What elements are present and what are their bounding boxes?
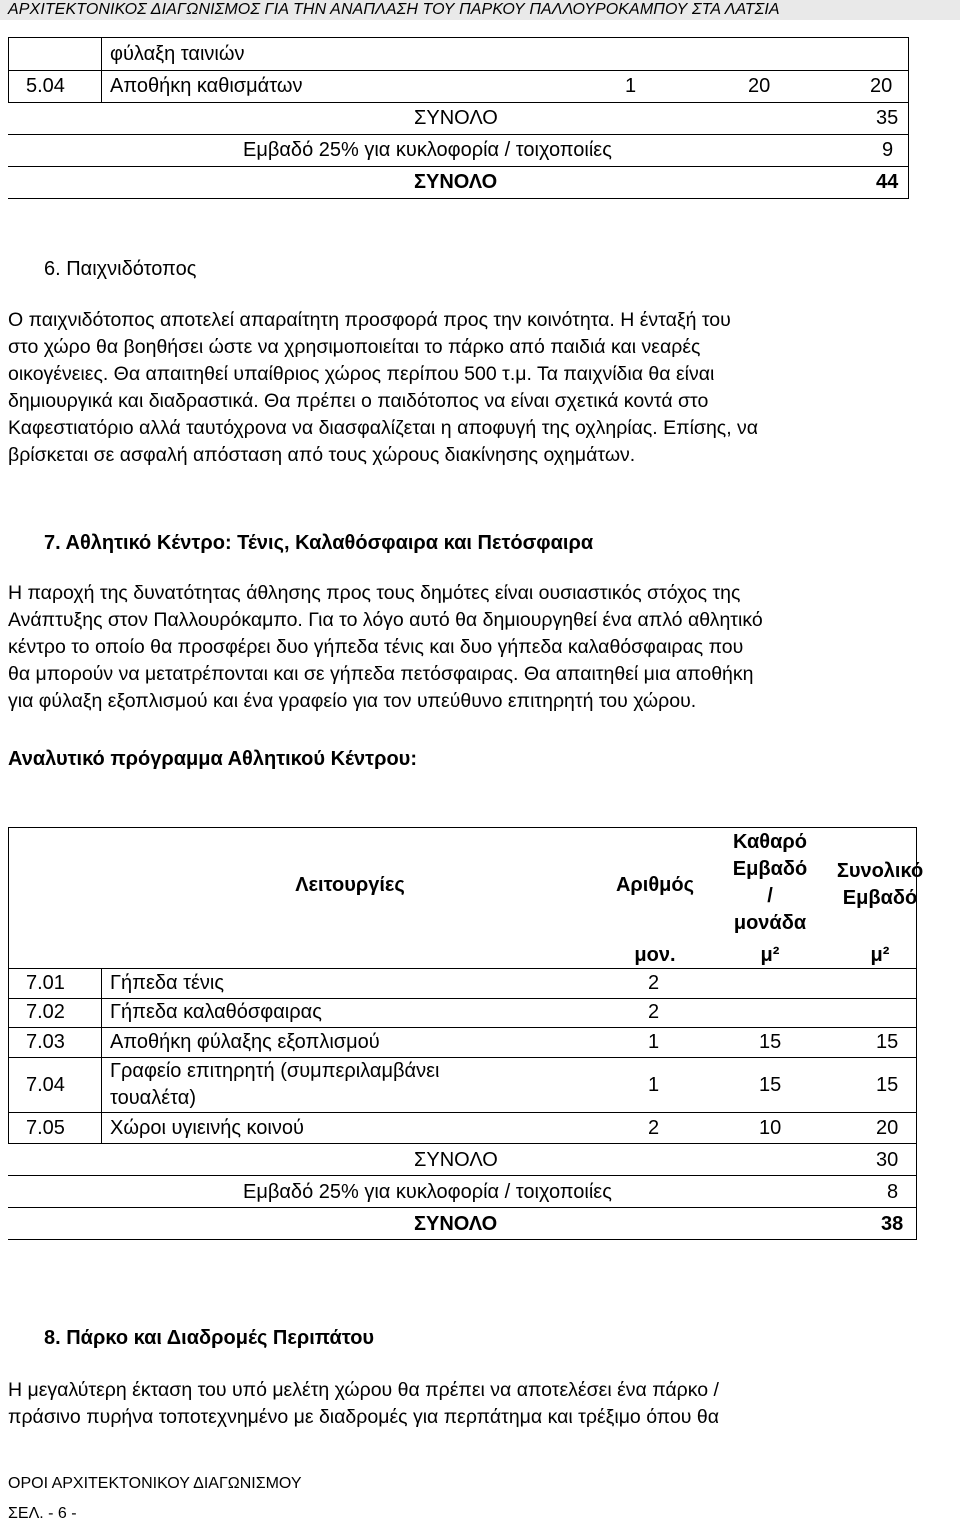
table2-bottom-border xyxy=(8,1239,916,1240)
table1-total-label: ΣΥΝΟΛΟ xyxy=(414,171,498,193)
table2-total-label: ΣΥΝΟΛΟ xyxy=(414,1213,498,1235)
table2-circ-value: 8 xyxy=(887,1181,899,1203)
unit-total: μ² xyxy=(870,944,890,966)
table2-row-divider xyxy=(8,1143,916,1144)
table1-circ-value: 9 xyxy=(882,139,894,161)
table-row-name-line: Γραφείο επιτηρητή (συμπεριλαμβάνει xyxy=(110,1060,440,1082)
table1-col-divider xyxy=(101,37,102,103)
table1-right-border xyxy=(908,37,909,199)
table1-cell-name: Αποθήκη καθισμάτων xyxy=(110,75,303,97)
table-row-count: 2 xyxy=(648,1001,660,1023)
table-row-unit: 15 xyxy=(759,1074,782,1096)
table2-row-divider xyxy=(8,1175,916,1176)
table1-total-value: 44 xyxy=(876,171,899,193)
table1-cell-unit: 20 xyxy=(748,75,771,97)
table-row-unit: 15 xyxy=(759,1031,782,1053)
section7-heading: 7. Αθλητικό Κέντρο: Τένις, Καλαθόσφαιρα και Πετόσφαιρα xyxy=(44,532,594,554)
table2-row-divider xyxy=(8,1207,916,1208)
paragraph-line: κέντρο το οποίο θα προσφέρει δυο γήπεδα τένις και δυο γήπεδα καλαθόσφαιρας που xyxy=(8,636,744,658)
table2-row-divider xyxy=(8,998,916,999)
table1-cell-count: 1 xyxy=(625,75,637,97)
table1-sum-value: 35 xyxy=(876,107,899,129)
table-row-count: 2 xyxy=(648,972,660,994)
table-row-count: 2 xyxy=(648,1117,660,1139)
header-net-area-line: / xyxy=(767,885,773,907)
table-row-name: Αποθήκη φύλαξης εξοπλισμού xyxy=(110,1031,380,1053)
paragraph-line: δημιουργικά και διαδραστικά. Θα πρέπει ο παιδότοπος να είναι σχετικά κοντά στο xyxy=(8,390,709,412)
table-row-name-line: τουαλέτα) xyxy=(110,1087,196,1109)
table2-circ-label: Εμβαδό 25% για κυκλοφορία / τοιχοποιίες xyxy=(243,1181,612,1203)
paragraph-line: Η παροχή της δυνατότητας άθλησης προς τους δημότες είναι ουσιαστικός στόχος της xyxy=(8,582,741,604)
unit-number: μον. xyxy=(634,944,676,966)
table2-row-divider xyxy=(8,1112,916,1113)
program-title: Αναλυτικό πρόγραμμα Αθλητικού Κέντρου: xyxy=(8,748,417,770)
table1-row-divider xyxy=(8,70,908,71)
table1-row-divider xyxy=(8,102,908,103)
table-row-code: 7.04 xyxy=(26,1074,65,1096)
paragraph-line: στο χώρο θα βοηθήσει ώστε να χρησιμοποιείται το πάρκο από παιδιά και νεαρές xyxy=(8,336,701,358)
table2-row-divider xyxy=(8,1027,916,1028)
table2-total-value: 38 xyxy=(881,1213,904,1235)
section6-heading: 6. Παιχνιδότοπος xyxy=(44,258,197,280)
table-row-name: Γήπεδα τένις xyxy=(110,972,225,994)
table-row-code: 7.05 xyxy=(26,1117,65,1139)
table-row-count: 1 xyxy=(648,1031,660,1053)
paragraph-line: Καφεστιατόριο αλλά ταυτόχρονα να διασφαλίζεται η αποφυγή της οχληρίας. Επίσης, να xyxy=(8,417,759,439)
table-row-name: Γήπεδα καλαθόσφαιρας xyxy=(110,1001,322,1023)
paragraph-line: πράσινο πυρήνα τοποτεχνημένο με διαδρομές για περπάτημα και τρέξιμο όπου θα xyxy=(8,1406,719,1428)
header-net-area-line: Εμβαδό xyxy=(732,858,808,880)
table-row-name: Χώροι υγιεινής κοινού xyxy=(110,1117,304,1139)
table1-circ-label: Εμβαδό 25% για κυκλοφορία / τοιχοποιίες xyxy=(243,139,612,161)
table1-top-border xyxy=(8,37,908,38)
section8-heading: 8. Πάρκο και Διαδρομές Περιπάτου xyxy=(44,1327,375,1349)
paragraph-line: Ο παιχνιδότοπος αποτελεί απαραίτητη προσφορά προς την κοινότητα. Η ένταξή του xyxy=(8,309,731,331)
table1-cell-name-cont: φύλαξη ταινιών xyxy=(110,43,245,65)
table2-row-divider xyxy=(8,1057,916,1058)
table-row-total: 15 xyxy=(876,1074,899,1096)
header-total-area-line: Συνολικό xyxy=(836,860,924,882)
header-number: Αριθμός xyxy=(615,874,695,896)
paragraph-line: βρίσκεται σε ασφαλή απόσταση από τους χώρους διακίνησης οχημάτων. xyxy=(8,444,636,466)
paragraph-line: οικογένειες. Θα απαιτηθεί υπαίθριος χώρος περίπου 500 τ.μ. Τα παιχνίδια θα είναι xyxy=(8,363,715,385)
paragraph-line: θα μπορούν να μετατρέπονται και σε γήπεδα πετόσφαιρας. Θα απαιτηθεί μια αποθήκη xyxy=(8,663,754,685)
table1-cell-code: 5.04 xyxy=(26,75,65,97)
paragraph-line: για φύλαξη εξοπλισμού και ένα γραφείο για τον υπεύθυνο επιτηρητή του χώρου. xyxy=(8,690,697,712)
paragraph-line: Ανάπτυξης στον Παλλουρόκαμπο. Για το λόγο αυτό θα δημιουργηθεί ένα απλό αθλητικό xyxy=(8,609,763,631)
table2-left-border xyxy=(8,827,9,1144)
table-row-unit: 10 xyxy=(759,1117,782,1139)
unit-net: μ² xyxy=(760,944,780,966)
table1-left-border xyxy=(8,37,9,103)
table2-top-border xyxy=(8,827,916,828)
header-net-area-line: Καθαρό xyxy=(733,831,807,853)
table-row-code: 7.02 xyxy=(26,1001,65,1023)
table1-row-divider xyxy=(8,134,908,135)
table-row-total: 15 xyxy=(876,1031,899,1053)
table-row-code: 7.01 xyxy=(26,972,65,994)
table-row-total: 20 xyxy=(876,1117,899,1139)
table1-row-divider xyxy=(8,166,908,167)
footer-title: ΟΡΟΙ ΑΡΧΙΤΕΚΤΟΝΙΚΟΥ ΔΙΑΓΩΝΙΣΜΟΥ xyxy=(8,1475,302,1492)
header-net-area-line: μονάδα xyxy=(733,912,807,934)
page-header-title: ΑΡΧΙΤΕΚΤΟΝΙΚΟΣ ΔΙΑΓΩΝΙΣΜΟΣ ΓΙΑ ΤΗΝ ΑΝΑΠΛΑΣΗ ΤΟΥ ΠΑΡΚΟΥ ΠΑΛΛΟΥΡΟΚΑΜΠΟΥ ΣΤΑ ΛΑΤΣΙΑ xyxy=(8,1,780,18)
table1-bottom-border xyxy=(8,198,908,199)
table2-col-divider xyxy=(101,968,102,1144)
header-functions: Λειτουργίες xyxy=(295,874,405,896)
header-total-area-line: Εμβαδό xyxy=(842,887,918,909)
paragraph-line: Η μεγαλύτερη έκταση του υπό μελέτη χώρου θα πρέπει να αποτελέσει ένα πάρκο / xyxy=(8,1379,719,1401)
table2-sum-label: ΣΥΝΟΛΟ xyxy=(414,1149,498,1171)
table2-sum-value: 30 xyxy=(876,1149,899,1171)
footer-page-number: ΣΕΛ. - 6 - xyxy=(8,1505,77,1522)
table-row-count: 1 xyxy=(648,1074,660,1096)
table1-cell-total: 20 xyxy=(870,75,893,97)
table-row-code: 7.03 xyxy=(26,1031,65,1053)
table1-sum-label: ΣΥΝΟΛΟ xyxy=(414,107,498,129)
